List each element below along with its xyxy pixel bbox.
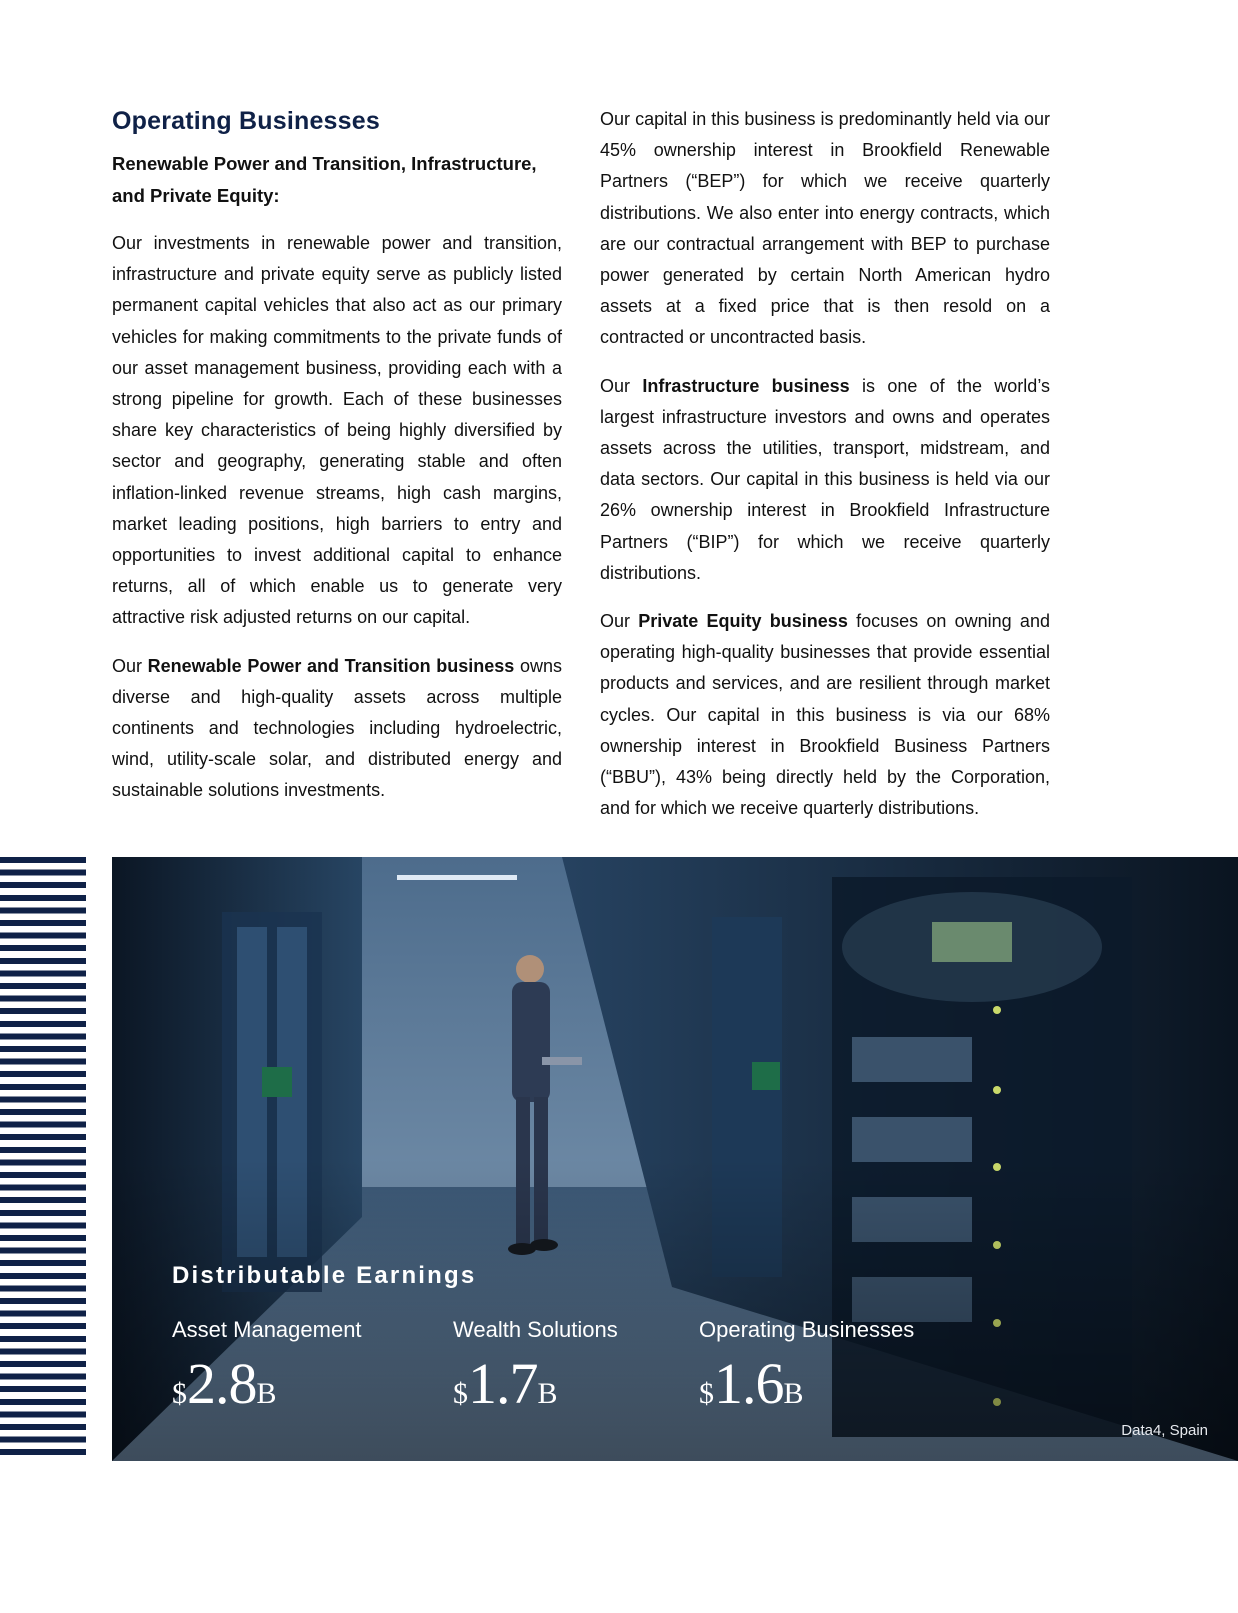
intro-paragraph: Our investments in renewable power and transition, infrastructure and private equity serve as publicly listed permanent capital vehicles that also act as our primary vehicles for making commitments to the private funds of our asset management business, providing each with a strong pipeline for growth. Each of these businesses share key characteristics of being highly diversified by sector and geography, generating stable and often inflation-linked revenue streams, high cash margins, market leading positions, high barriers to entry and opportunities to invest additional capital to enhance returns, all of which enable us to generate very attractive risk adjusted returns on our capital. [112, 233, 562, 628]
data-center-photo [112, 857, 1238, 1461]
metric-label: Operating Businesses [699, 1317, 915, 1342]
private-equity-bold: Private Equity business [638, 611, 848, 632]
metric-number: 1.6 [714, 1351, 784, 1416]
decorative-stripes [0, 857, 86, 1461]
metric-value [453, 1351, 618, 1416]
private-equity-rest: focuses on owning and operating high-quality businesses that provide essential products and services, and are resilient through market cycles. Our capital in this business is via our 68% ownership interest in Brookfield Business Partners (“BBU”), 43% being directly held by the Corporation, and for which we receive quarterly distributions. [600, 611, 1050, 819]
infrastructure-bold: Infrastructure business [642, 375, 850, 396]
distributable-earnings-title: Distributable Earnings [172, 1262, 477, 1289]
metric-number: 2.8 [187, 1351, 257, 1416]
section-title: Operating Businesses [112, 107, 380, 135]
metric-asset-management [172, 1317, 362, 1416]
private-equity-paragraph [600, 606, 1050, 824]
right-column [600, 104, 1050, 841]
infrastructure-paragraph [600, 371, 1050, 589]
photo-caption: Data4, Spain [1121, 1422, 1208, 1439]
metric-unit: B [783, 1377, 804, 1410]
metric-operating-businesses [699, 1317, 915, 1416]
infrastructure-intro: Our [600, 375, 631, 396]
metric-currency: $ [172, 1377, 187, 1410]
metric-unit: B [256, 1377, 277, 1410]
infrastructure-rest: is one of the world’s largest infrastructure investors and owns and operates assets across the utilities, transport, midstream, and data sectors. Our capital in this business is held via our 26% ownership interest in Brookfield Infrastructure Partners (“BIP”) for which we receive quarterly distributions. [600, 375, 1050, 583]
metric-label: Asset Management [172, 1317, 362, 1342]
metric-unit: B [537, 1377, 558, 1410]
subheading: Renewable Power and Transition, Infrastructure, and Private Equity: [112, 153, 537, 206]
bep-paragraph: Our capital in this business is predominantly held via our 45% ownership interest in Brookfield Renewable Partners (“BEP”) for which we receive quarterly distributions. We also enter into energy contracts, which are our contractual arrangement with BEP to purchase power generated by certain North American hydro assets at a fixed price that is then resold on a contracted or uncontracted basis. [600, 109, 1050, 348]
renewable-paragraph [112, 651, 562, 807]
renewable-rest: owns diverse and high-quality assets across multiple continents and technologies including hydroelectric, wind, utility-scale solar, and distributed energy and sustainable solutions investments. [112, 655, 562, 801]
metric-label: Wealth Solutions [453, 1317, 618, 1342]
metric-currency: $ [699, 1377, 714, 1410]
metric-wealth-solutions [453, 1317, 618, 1416]
metric-value [172, 1351, 362, 1416]
left-column [112, 104, 562, 824]
private-equity-intro: Our [600, 611, 631, 632]
metric-value [699, 1351, 914, 1416]
renewable-intro: Our [112, 655, 143, 676]
metric-number: 1.7 [468, 1351, 538, 1416]
metric-currency: $ [453, 1377, 468, 1410]
renewable-bold: Renewable Power and Transition business [147, 655, 515, 676]
